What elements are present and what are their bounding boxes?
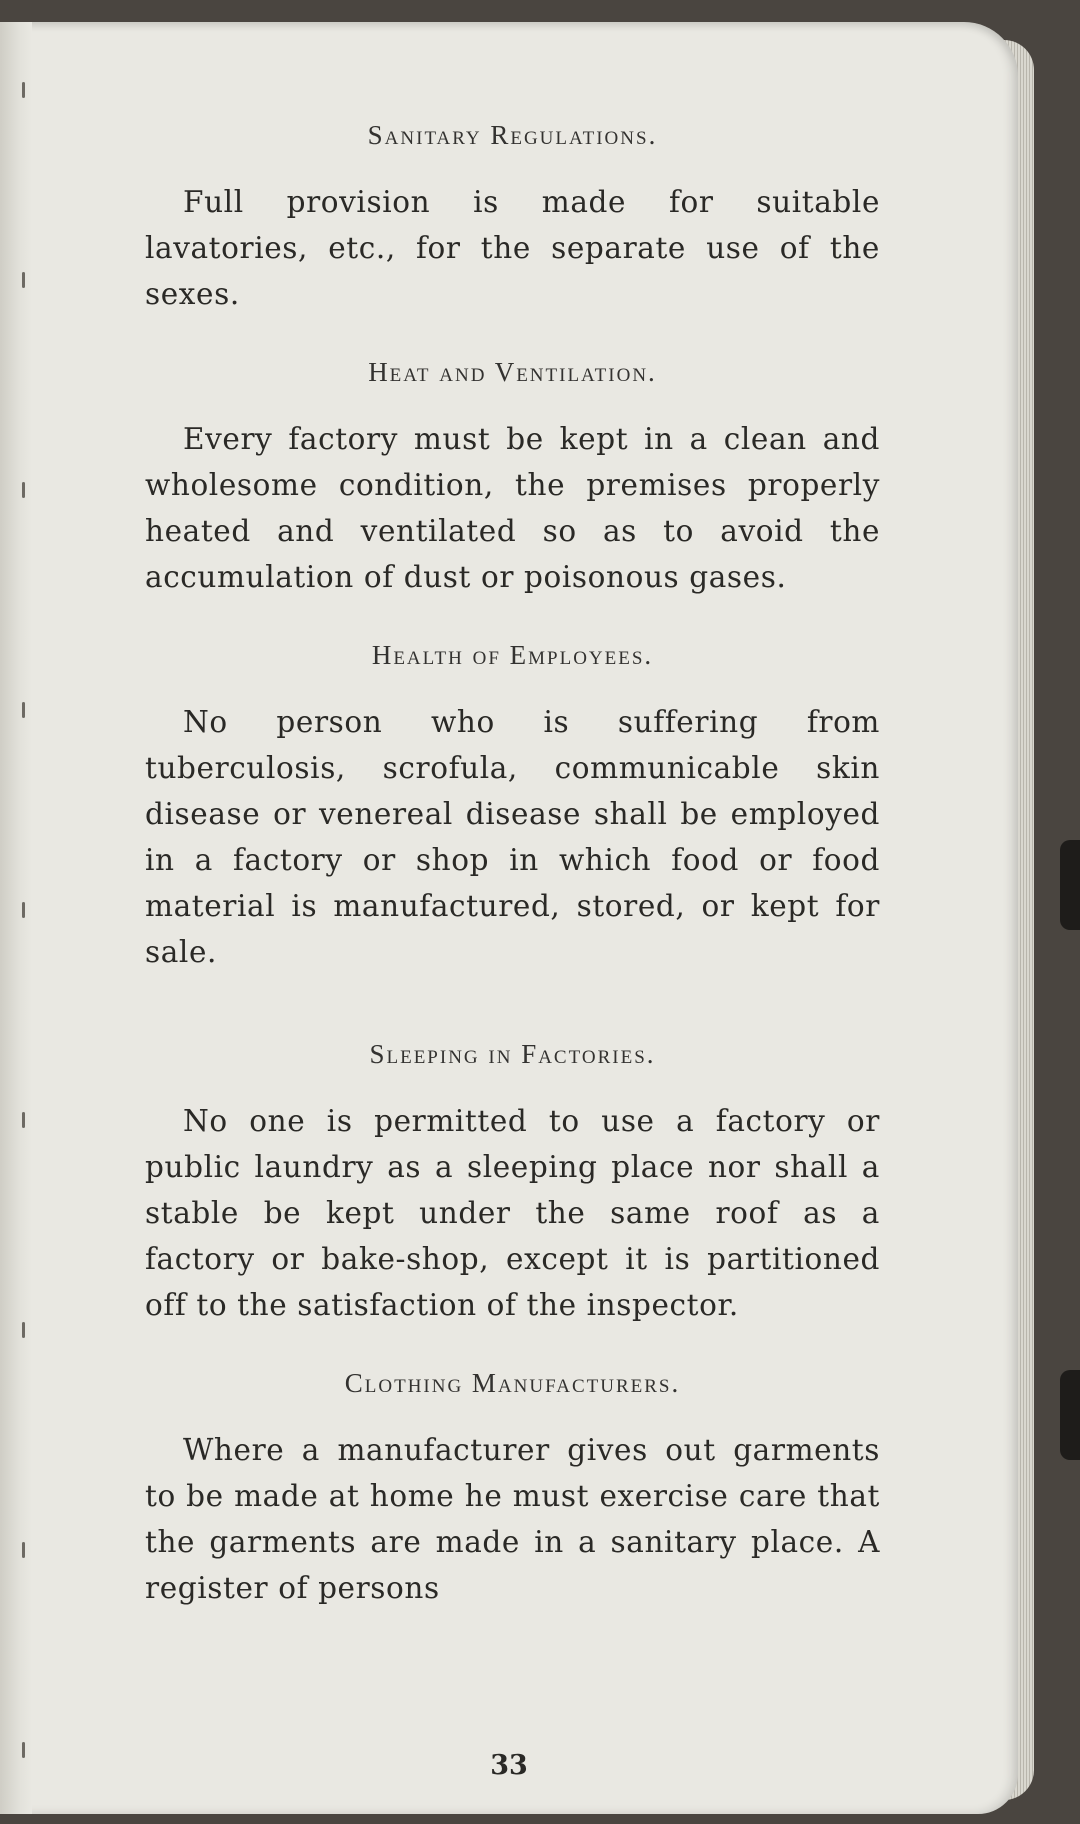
spine-binding [0,22,32,1814]
section-heading-sleeping-in-factories: Sleeping in Factories. [369,1039,656,1069]
binder-clip [1060,1370,1080,1460]
stitch-mark [22,1542,25,1558]
section-heading-health-of-employees: Health of Employees. [371,640,654,670]
stitch-mark [22,902,25,918]
stitch-mark [22,1112,25,1128]
stitch-mark [22,272,25,288]
section-heading-clothing-manufacturers: Clothing Manufacturers. [344,1368,681,1398]
section-body-sanitary-regulations: Full provision is made for suitable lavatories, etc., for the separate use of the sexes. [145,185,880,311]
section-body-heat-and-ventilation: Every factory must be kept in a clean and wholesome condition, the premises properly heated and ventilated so as to avoid the accumulation of dust or poisonous gases. [145,422,880,594]
section-body-sleeping-in-factories: No one is permitted to use a factory or public laundry as a sleeping place nor shall a stable be kept under the same roof as a factory or bake-shop, except it is partitioned off to the satisfaction of the inspector. [145,1104,880,1322]
section-heading-heat-and-ventilation: Heat and Ventilation. [368,357,657,387]
stitch-mark [22,482,25,498]
stitch-mark [22,702,25,718]
section-heading-sanitary-regulations: Sanitary Regulations. [367,120,658,150]
page-number: 33 [490,1750,528,1781]
page-content [145,120,880,1611]
section-body-clothing-manufacturers: Where a manufacturer gives out garments to be made at home he must exercise care that the garments are made in a sanitary place. A register of persons [145,1433,880,1605]
section-body-health-of-employees: No person who is suffering from tuberculosis, scrofula, communicable skin disease or venereal disease shall be employed in a factory or shop in which food or food material is manufactured, stored, or kept for sale. [145,705,880,969]
binder-clip [1060,840,1080,930]
stitch-mark [22,82,25,98]
stitch-mark [22,1322,25,1338]
